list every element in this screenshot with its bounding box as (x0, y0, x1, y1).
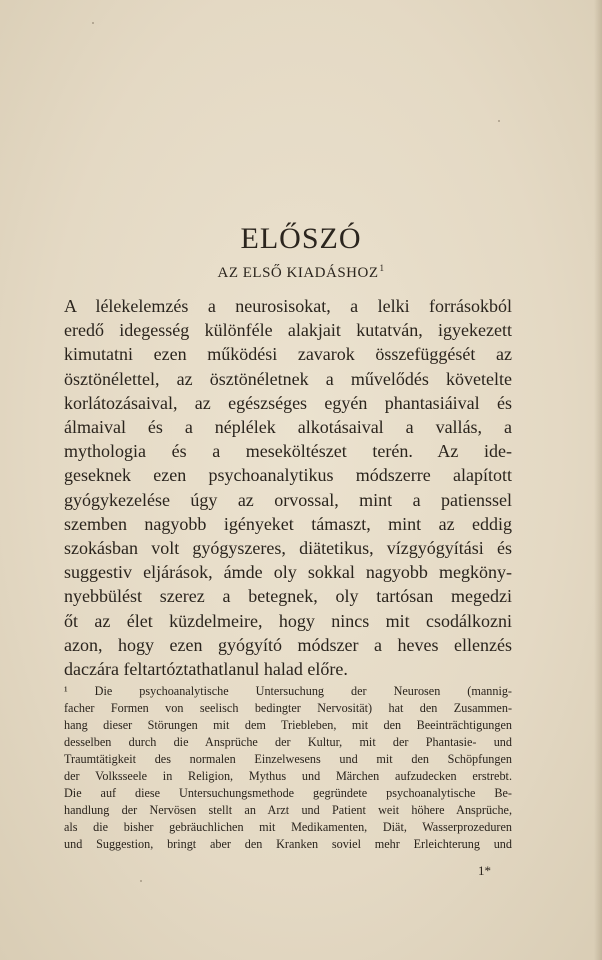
footnote-line: Traumtätigkeit des normalen Einzelwesens und mit den Schöpfungen (64, 751, 512, 766)
paper-speck (498, 120, 500, 122)
body-line: suggestiv eljárások, ámde oly sokkal nagyobb megköny- (64, 562, 512, 583)
footnote-line: der Volksseele in Religion, Mythus und Märchen aufzudecken erstrebt. (64, 768, 512, 783)
body-line: eredő idegesség különféle alakjait kutatván, igyekezett (64, 320, 512, 341)
footnote-mark: 1 (379, 263, 385, 273)
footnote-line: hang dieser Störungen mit dem Triebleben, mit den Beeinträchtigungen (64, 717, 512, 732)
body-line: ösztönélettel, az ösztönéletnek a művelődés követelte (64, 368, 512, 389)
body-line: őt az élet küzdelmeire, hogy nincs mit csodálkozni (64, 610, 512, 631)
footnote-line: handlung der Nervösen stellt an Arzt und Patient weit höhere Ansprüche, (64, 802, 512, 817)
body-line: nyebbülést szerez a betegnek, oly tartósan megedzi (64, 586, 512, 607)
body-line: azon, hogy ezen gyógyító módszer a heves ellenzés (64, 634, 512, 655)
body-line: gyógykezelése úgy az orvossal, mint a patienssel (64, 489, 512, 510)
preface-body (64, 294, 512, 681)
paper-speck (92, 22, 94, 24)
body-line: geseknek ezen psychoanalytikus módszerre alapított (64, 465, 512, 486)
body-line: szemben nagyobb igényeket támaszt, mint az eddig (64, 513, 512, 534)
footnote-line: Die auf diese Untersuchungsmethode gegründete psychoanalytische Be- (64, 785, 512, 800)
body-line: kimutatni ezen működési zavarok összefüggését az (64, 344, 512, 365)
body-line: korlátozásaival, az egészséges egyén phantasiáival és (64, 392, 512, 413)
page-number: 1* (478, 863, 491, 878)
body-line: álmaival és a néplélek alkotásaival a vallás, a (64, 417, 512, 438)
body-line: szokásban volt gyógyszeres, diätetikus, vízgyógyítási és (64, 538, 512, 559)
paper-speck (140, 880, 142, 882)
body-line: daczára feltartóztathatlanul halad előre. (64, 659, 348, 680)
footnote-line: desselben durch die Ansprüche der Kultur, mit der Phantasie- und (64, 734, 512, 749)
footnote-line: als die bisher gebräuchlichen mit Medikamenten, Diät, Wasserprozeduren (64, 819, 512, 834)
page-title: ELŐSZÓ (240, 222, 362, 255)
subtitle-text: AZ ELSŐ KIADÁSHOZ (217, 265, 379, 281)
footnote (64, 683, 512, 853)
footnote-line: facher Formen von seelisch bedingter Nervosität) hat den Zusammen- (64, 700, 512, 715)
footnote-line: ¹ Die psychoanalytische Untersuchung der Neurosen (mannig- (64, 684, 512, 698)
body-line: mythologia és a meseköltészet terén. Az ide- (64, 441, 512, 462)
body-line: A lélekelemzés a neurosisokat, a lelki forrásokból (64, 296, 512, 316)
page-subtitle (0, 263, 602, 282)
footnote-line: und Suggestion, bringt aber den Kranken soviel mehr Erleichterung und (64, 836, 512, 851)
